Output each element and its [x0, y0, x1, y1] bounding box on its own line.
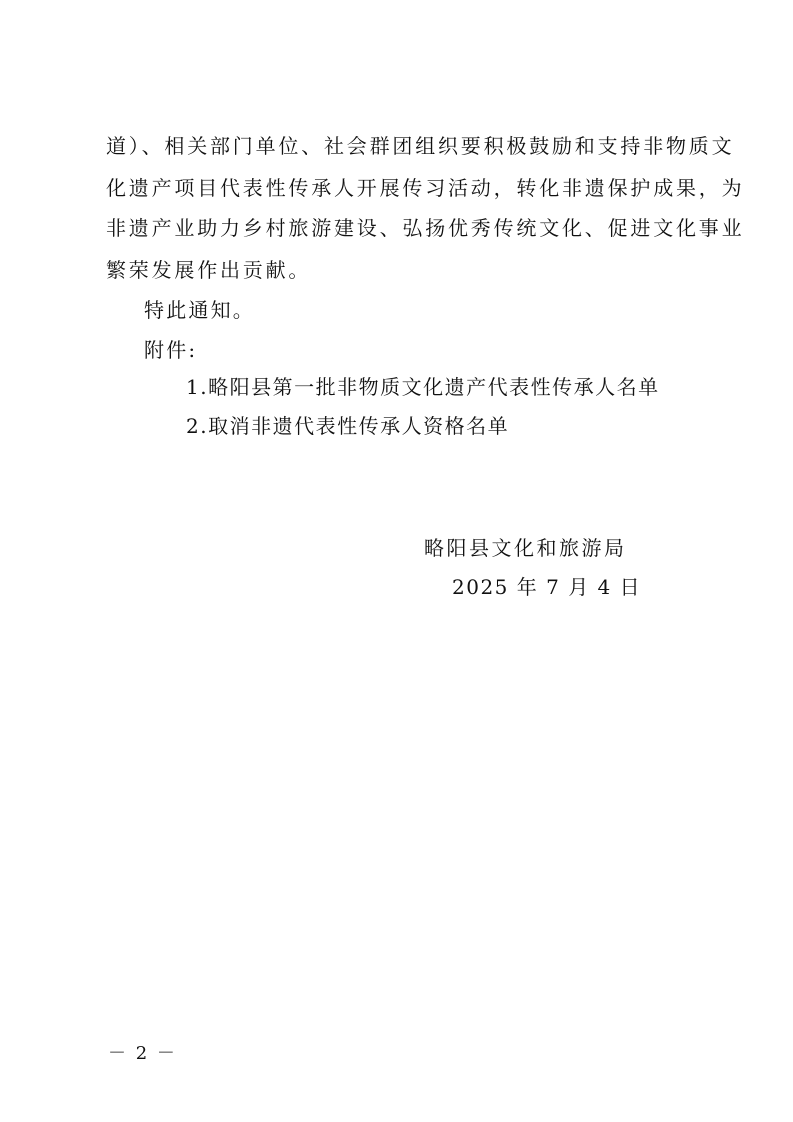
issuer-signature: 略阳县文化和旅游局: [424, 536, 627, 560]
notice-text: 特此通知。: [144, 298, 255, 322]
body-text-line-4: 繁荣发展作出贡献。: [106, 258, 312, 282]
attachment-label: 附件:: [144, 338, 198, 362]
issue-date: 2025 年 7 月 4 日: [452, 575, 642, 599]
attachment-item-1: 1.略阳县第一批非物质文化遗产代表性传承人名单: [186, 375, 660, 399]
body-text-line-3: 非遗产业助力乡村旅游建设、弘扬优秀传统文化、促进文化事业: [106, 216, 745, 240]
body-text-line-2: 化遗产项目代表性传承人开展传习活动，转化非遗保护成果，为: [106, 176, 745, 200]
page-number: － 2 －: [108, 1043, 177, 1064]
attachment-item-2: 2.取消非遗代表性传承人资格名单: [186, 414, 510, 438]
body-text-line-1: 道）、相关部门单位、社会群团组织要积极鼓励和支持非物质文: [106, 134, 735, 158]
